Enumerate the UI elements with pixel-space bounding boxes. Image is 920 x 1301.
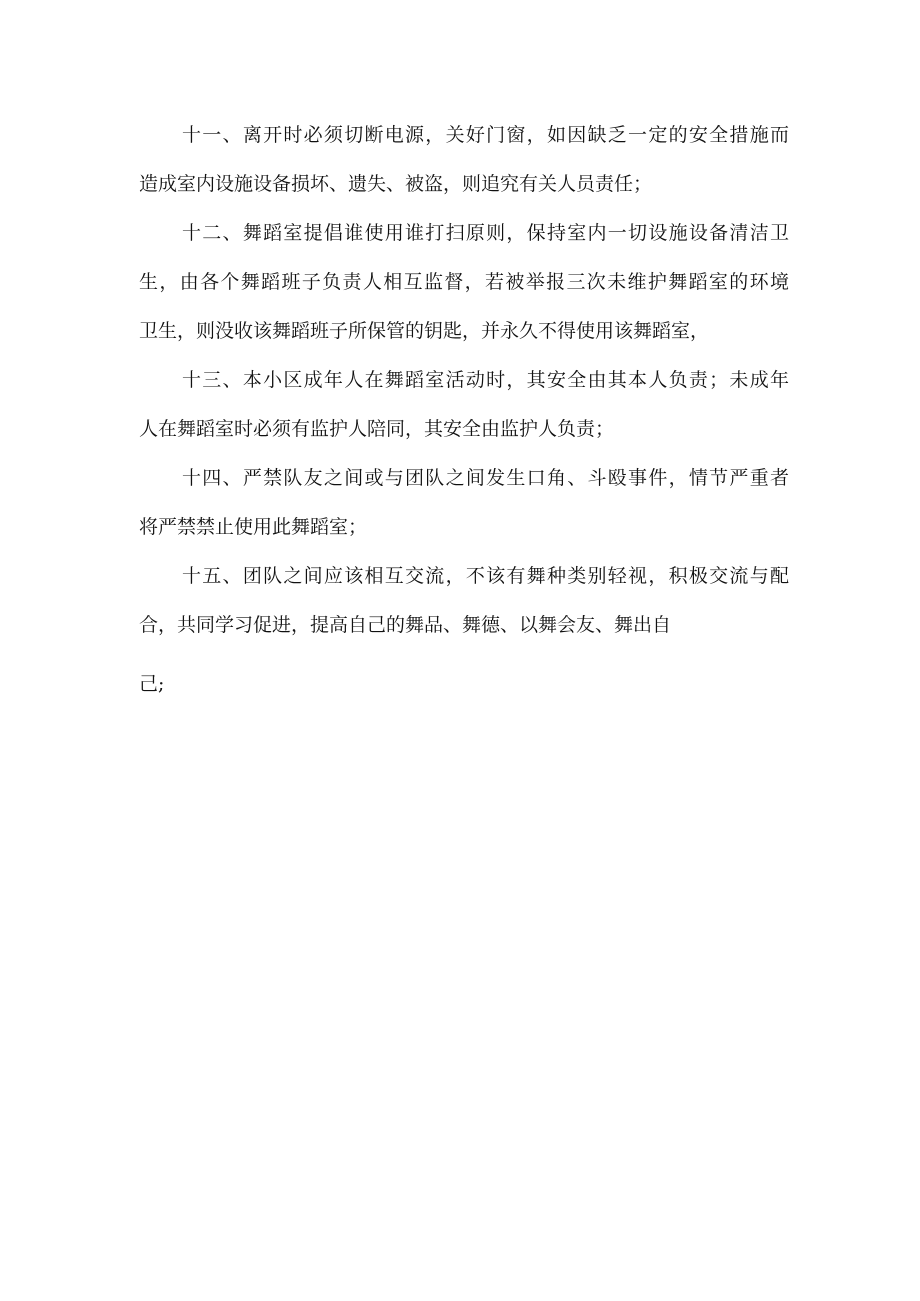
paragraph-line: 己; [139,673,165,695]
paragraph-line: 十一、离开时必须切断电源，关好门窗，如因缺乏一定的安全措施而 [182,124,789,146]
paragraph-line: 十五、团队之间应该相互交流，不该有舞种类别轻视，积极交流与配 [182,565,789,587]
paragraph-rule-12 [139,222,789,343]
paragraph-line: 人在舞蹈室时必须有监护人陪同，其安全由监护人负责； [139,418,615,440]
document-body [139,124,789,696]
paragraph-line: 将严禁禁止使用此舞蹈室； [139,516,368,538]
paragraph-rule-14 [139,467,789,539]
paragraph-line: 合，共同学习促进，提高自己的舞品、舞德、以舞会友、舞出自 [139,614,672,636]
paragraph-line: 十二、舞蹈室提倡谁使用谁打扫原则，保持室内一切设施设备清洁卫 [182,222,789,244]
paragraph-line: 十四、严禁队友之间或与团队之间发生口角、斗殴事件，情节严重者 [182,467,789,489]
paragraph-line: 造成室内设施设备损坏、遗失、被盗，则追究有关人员责任； [139,173,653,195]
paragraph-line: 十三、本小区成年人在舞蹈室活动时，其安全由其本人负责；未成年 [182,369,789,391]
paragraph-rule-15 [139,565,789,696]
paragraph-line: 卫生，则没收该舞蹈班子所保管的钥匙，并永久不得使用该舞蹈室， [139,320,710,342]
paragraph-line: 生，由各个舞蹈班子负责人相互监督，若被举报三次未维护舞蹈室的环境 [139,271,789,293]
paragraph-rule-11 [139,124,789,196]
paragraph-rule-13 [139,369,789,441]
